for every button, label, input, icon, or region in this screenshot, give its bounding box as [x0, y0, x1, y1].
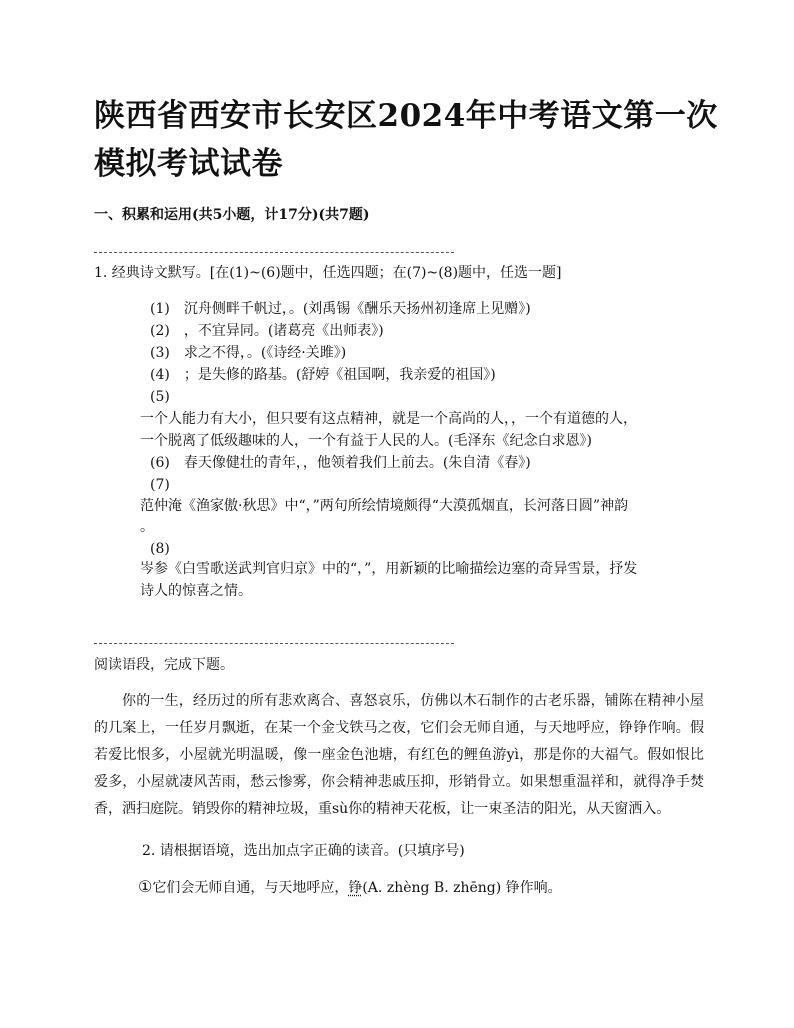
q1-item-3: (3) 求之不得，。(《诗经·关雎》)	[150, 345, 347, 361]
divider	[94, 252, 454, 253]
page-title: 陕西省西安市长安区2024年中考语文第一次模拟考试试卷	[94, 98, 718, 182]
question-2-stem: 2. 请根据语境，选出加点字正确的读音。(只填序号)	[142, 843, 465, 859]
q1-item-2: (2) ，不宜异同。(诸葛亮《出师表》)	[150, 323, 384, 339]
circled-number-marker: ①	[138, 877, 153, 896]
subitem-text-before: 它们会无师自通，与天地呼应，	[152, 880, 349, 896]
q1-item-8-line-1: 岑参《白雪歌送武判官归京》中的“，”，用新颖的比喻描绘边塞的奇异雪景，抒发	[140, 561, 638, 577]
divider	[94, 643, 454, 644]
q1-item-7-line-1: 范仲淹《渔家傲·秋思》中“，”两句所绘情境颇得“大漠孤烟直，长河落日圆”神韵	[140, 498, 629, 514]
reading-passage: 你的一生，经历过的所有悲欢离合、喜怒哀乐，仿佛以木石制作的古老乐器，铺陈在精神小屋的几案上，一任岁月飘逝，在某一个金戈铁马之夜，它们会无师自通，与天地呼应，铮铮作响。假若爱比恨多，小屋就光明温暖，像一座金色池塘，有红色的鲤鱼游yì，那是你的大福气。假如恨比爱多，小屋就凄风苦雨，愁云惨雾，你会精神悲戚压抑，形销骨立。如果想重温祥和，就得净手焚香，洒扫庭院。销毁你的精神垃圾，重sù你的精神天花板，让一束圣洁的阳光，从天窗洒入。	[94, 693, 704, 817]
q1-item-5-line-1: 一个人能力有大小，但只要有这点精神，就是一个高尚的人，，一个有道德的人，	[140, 411, 637, 427]
q1-item-1: (1) 沉舟侧畔千帆过，。(刘禹锡《酬乐天扬州初逢席上见赠》)	[150, 301, 531, 317]
question-1-stem: 1. 经典诗文默写。[在(1)~(6)题中，任选四题；在(7)~(8)题中，任选一题]	[94, 265, 562, 281]
subitem-options: (A. zhèng B. zhēng) 铮作响。	[362, 880, 562, 896]
dotted-character: 铮	[348, 880, 363, 896]
question-2-subitem-1	[138, 876, 562, 899]
q1-item-7-line-2: 。	[140, 519, 154, 535]
q1-item-7-label: (7)	[150, 477, 170, 493]
q1-item-5-label: (5)	[150, 389, 170, 405]
q1-item-6: (6) 春天像健壮的青年，，他领着我们上前去。(朱自清《春》)	[150, 455, 531, 471]
q1-item-4: (4) ；是失修的路基。(舒婷《祖国啊，我亲爱的祖国》)	[150, 367, 496, 383]
q1-item-5-line-2: 一个脱离了低级趣味的人，一个有益于人民的人。(毛泽东《纪念白求恩》)	[140, 433, 592, 449]
q1-item-8-label: (8)	[150, 541, 170, 557]
reading-intro: 阅读语段，完成下题。	[94, 657, 234, 673]
section-heading: 一、积累和运用(共5小题，计17分)(共7题)	[94, 207, 370, 223]
q1-item-8-line-2: 诗人的惊喜之情。	[140, 583, 252, 599]
